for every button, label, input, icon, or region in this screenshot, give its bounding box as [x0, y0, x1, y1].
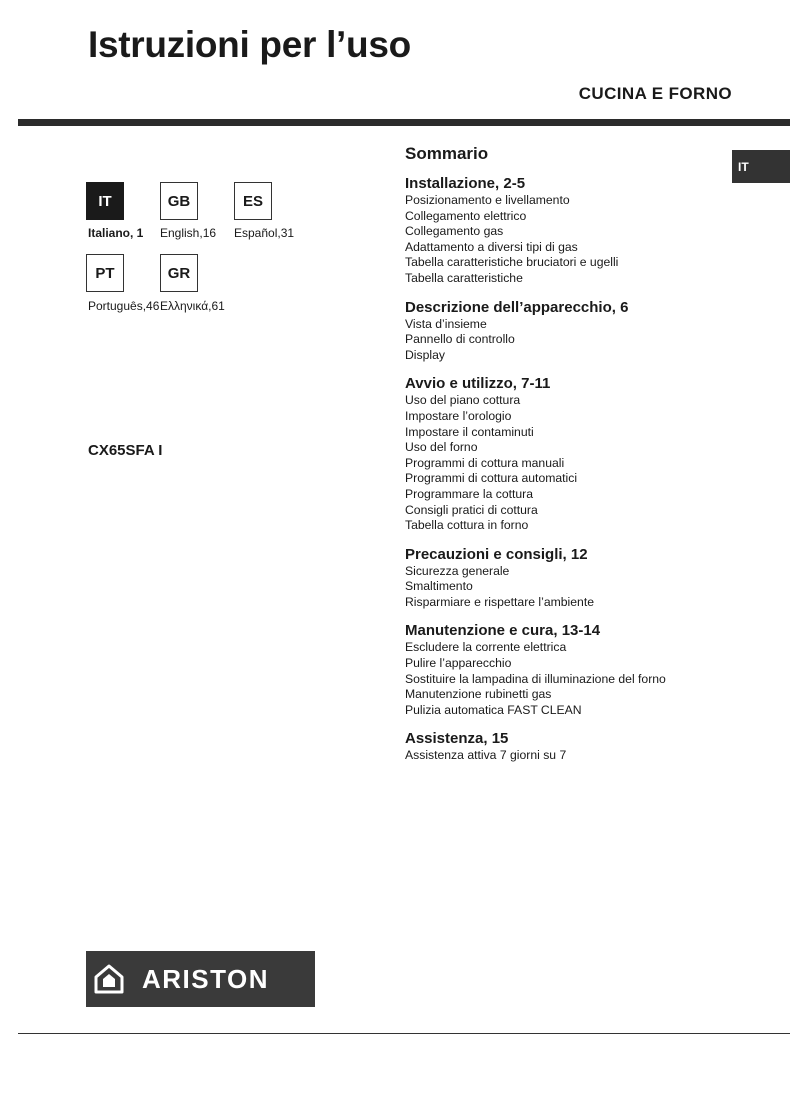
- lang-code: IT: [98, 192, 112, 210]
- lang-label-gr[interactable]: [160, 299, 225, 313]
- toc-item[interactable]: Impostare l’orologio: [405, 408, 512, 423]
- lang-name: English,: [160, 226, 203, 240]
- lang-name: Español,: [234, 226, 281, 240]
- toc-item[interactable]: Assistenza attiva 7 giorni su 7: [405, 748, 567, 763]
- toc-item[interactable]: Programmare la cottura: [405, 486, 534, 501]
- lang-box-gr[interactable]: [160, 254, 198, 292]
- model-number: CX65SFA I: [88, 442, 163, 459]
- lang-code: GB: [167, 192, 191, 210]
- toc-item[interactable]: Collegamento gas: [405, 224, 504, 239]
- toc-item[interactable]: Consigli pratici di cottura: [405, 502, 538, 517]
- lang-page: 46: [146, 299, 160, 313]
- lang-page: 31: [280, 226, 295, 240]
- toc-sections: [405, 175, 725, 764]
- lang-box-it[interactable]: [86, 182, 124, 220]
- lang-page: 16: [202, 226, 217, 240]
- toc-item[interactable]: Programmi di cottura manuali: [405, 455, 565, 470]
- toc-title: Sommario: [405, 144, 489, 163]
- lang-code: GR: [167, 264, 191, 282]
- lang-page: 61: [211, 299, 225, 313]
- toc-section: [405, 546, 725, 611]
- toc-item[interactable]: Manutenzione rubinetti gas: [405, 687, 552, 702]
- lang-box-es[interactable]: [234, 182, 272, 220]
- toc-item[interactable]: Pulire l’apparecchio: [405, 656, 512, 671]
- toc-item[interactable]: Sicurezza generale: [405, 563, 510, 578]
- toc-item[interactable]: Adattamento a diversi tipi di gas: [405, 239, 578, 254]
- toc-item[interactable]: Tabella cottura in forno: [405, 518, 529, 533]
- toc-item[interactable]: Tabella caratteristiche: [405, 270, 523, 285]
- toc-item[interactable]: Display: [405, 347, 445, 362]
- toc-item[interactable]: Risparmiare e rispettare l’ambiente: [405, 594, 594, 609]
- lang-page: 1: [133, 226, 144, 240]
- toc-item[interactable]: Posizionamento e livellamento: [405, 193, 570, 207]
- toc-item[interactable]: Tabella caratteristiche bruciatori e ugelli: [405, 255, 619, 270]
- table-of-contents: [405, 144, 725, 776]
- brand-logo: [86, 951, 315, 1007]
- toc-item[interactable]: Collegamento elettrico: [405, 208, 527, 223]
- toc-item[interactable]: Escludere la corrente elettrica: [405, 640, 567, 655]
- toc-section: [405, 175, 725, 287]
- toc-section: [405, 375, 725, 533]
- page-title: Istruzioni per l’uso: [88, 24, 411, 65]
- toc-item[interactable]: Uso del forno: [405, 440, 478, 455]
- lang-code: PT: [95, 264, 115, 282]
- lang-name: Italiano,: [88, 226, 134, 240]
- toc-section-title[interactable]: Descrizione dell’apparecchio, 6: [405, 298, 629, 316]
- toc-item[interactable]: Vista d’insieme: [405, 316, 487, 331]
- toc-section: [405, 299, 725, 364]
- toc-section-title[interactable]: Precauzioni e consigli, 12: [405, 545, 588, 563]
- toc-item[interactable]: Programmi di cottura automatici: [405, 471, 578, 486]
- lang-code: ES: [242, 192, 263, 210]
- toc-section-title[interactable]: Avvio e utilizzo, 7-11: [405, 375, 551, 393]
- toc-item[interactable]: Impostare il contaminuti: [405, 424, 534, 439]
- bottom-divider: [18, 1033, 790, 1034]
- toc-item[interactable]: Smaltimento: [405, 579, 473, 594]
- document-subtitle: CUCINA E FORNO: [578, 84, 732, 103]
- toc-item[interactable]: Uso del piano cottura: [405, 393, 521, 408]
- lang-name: Português,: [88, 299, 147, 313]
- toc-section: [405, 730, 725, 764]
- toc-item[interactable]: Pannello di controllo: [405, 332, 515, 347]
- language-tab: IT: [732, 150, 790, 183]
- lang-box-pt[interactable]: [86, 254, 124, 292]
- toc-item[interactable]: Sostituire la lampadina di illuminazione del forno: [405, 671, 666, 686]
- brand-name: ARISTON: [142, 963, 270, 994]
- lang-box-gb[interactable]: [160, 182, 198, 220]
- house-icon: [94, 964, 124, 994]
- lang-label-es[interactable]: [234, 226, 294, 240]
- lang-label-it[interactable]: [88, 226, 143, 240]
- lang-name: Ελληνικά,: [160, 299, 212, 313]
- toc-section-title[interactable]: Installazione, 2-5: [405, 175, 526, 192]
- lang-label-pt[interactable]: [88, 299, 159, 313]
- top-divider: [18, 119, 790, 126]
- toc-item[interactable]: Pulizia automatica FAST CLEAN: [405, 702, 582, 717]
- lang-label-gb[interactable]: [160, 226, 216, 240]
- toc-section-title[interactable]: Assistenza, 15: [405, 730, 509, 748]
- toc-section: [405, 622, 725, 718]
- toc-section-title[interactable]: Manutenzione e cura, 13-14: [405, 622, 601, 640]
